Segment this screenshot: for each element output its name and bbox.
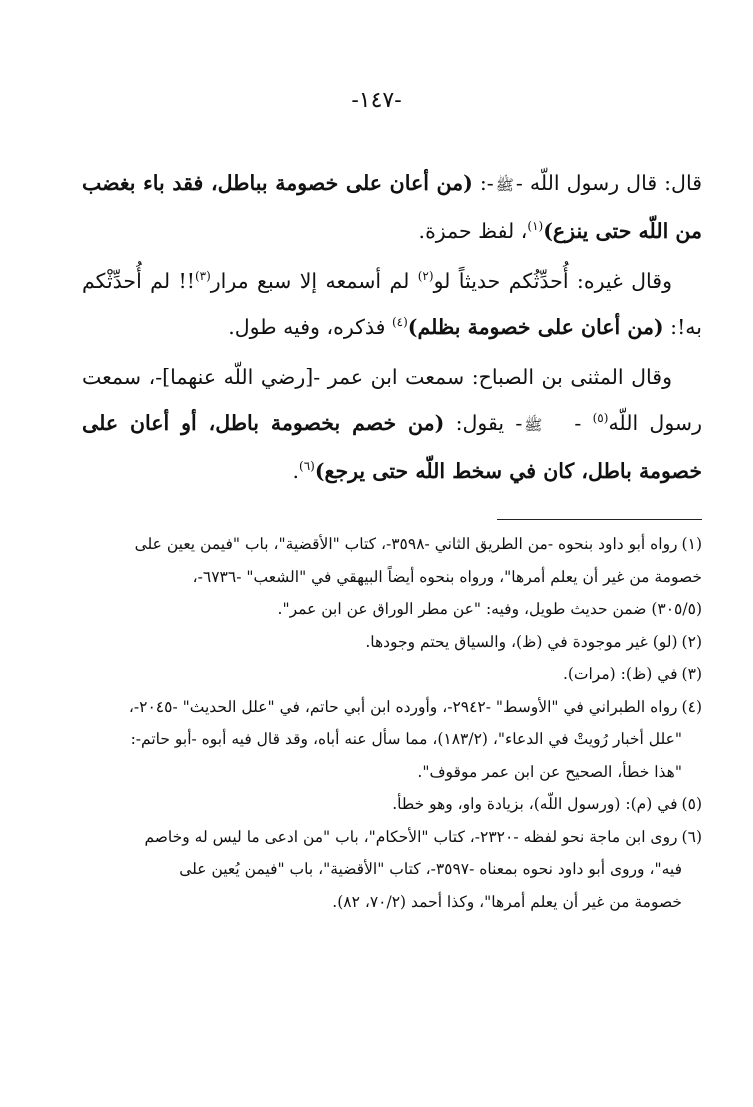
footnote-5 — [90, 788, 702, 821]
footnote-ref: (٦) — [299, 459, 315, 474]
hadith-text: (من خصم بخصومة باطل، أو أعان على خصومة باطل، كان في سخط اللّه حتى يرجع) — [82, 411, 702, 483]
footnote-ref: (١) — [527, 219, 544, 234]
text-span: وقال المثنى بن الصباح: سمعت ابن عمر -[رضي اللّه عنهما]-، سمعت رسول اللّه — [82, 365, 702, 435]
footnote-line: (لو) غير موجودة في (ظ)، والسياق يحتم وجودها. — [365, 632, 678, 651]
page-number: -١٤٧- — [351, 88, 402, 113]
text-span: لم أسمعه إلا سبع مرار — [210, 269, 418, 293]
footnote-2 — [90, 626, 702, 659]
text-span: - يقول: — [444, 411, 523, 435]
footnote-number: (٥) — [681, 795, 702, 813]
footnote-line: فيه"، وروى أبو داود نحوه بمعناه -٣٥٩٧-، كتاب "الأقضية"، باب "فيمن يُعين على — [179, 860, 682, 878]
footnote-line: خصومة من غير أن يعلم أمرها"، ورواه بنحوه أيضاً البيهقي في "الشعب" -٦٧٣٦-، — [192, 567, 702, 586]
paragraph-1 — [82, 160, 702, 254]
text-span: وقال غيره: أُحدِّثُكم حديثاً لو — [433, 269, 673, 293]
footnote-number: (٦) — [681, 827, 702, 846]
footnote-1 — [90, 528, 702, 626]
footnote-3 — [90, 658, 702, 691]
footnote-ref: (٢) — [417, 269, 434, 284]
hadith-text: (من أعان على خصومة بباطل، فقد باء بغضب من اللّه حتى ينزع) — [82, 171, 702, 243]
footnote-line: في (م): (ورسول اللّه)، بزيادة واو، وهو خطأ. — [392, 795, 678, 813]
text-span: ، لفظ حمزة. — [418, 219, 528, 243]
paragraph-3 — [82, 354, 702, 494]
footnote-line: رواه أبو داود بنحوه -من الطريق الثاني -٣٥٩٨-، كتاب "الأقضية"، باب "فيمن يعين على — [134, 535, 678, 553]
main-text — [82, 160, 702, 498]
footnote-line: "علل أخبار رُويتْ في الدعاء"، (١٨٣/٢)، مما سأل عنه أباه، وقد قال فيه أبوه -أبو حاتم-: — [130, 730, 682, 748]
footnote-number: (١) — [681, 535, 702, 553]
footnotes-section — [90, 528, 702, 918]
footnote-line: خصومة من غير أن يعلم أمرها"، وكذا أحمد (٧٠/٢، ٨٢). — [332, 892, 682, 911]
footnote-line: رواه الطبراني في "الأوسط" -٢٩٤٢-، وأورده ابن أبي حاتم، في "علل الحديث" -٢٠٤٥-، — [128, 697, 678, 716]
paragraph-2 — [82, 258, 702, 350]
footnote-ref: (٤) — [391, 315, 408, 330]
footnote-ref: (٥) — [592, 411, 609, 426]
text-span: فذكره، وفيه طول. — [228, 315, 392, 339]
footnote-ref: (٣) — [194, 269, 211, 284]
salutation-glyph: ﷺ — [524, 416, 543, 434]
footnote-line: (٣٠٥/٥) ضمن حديث طويل، وفيه: "عن مطر الوراق عن ابن عمر". — [277, 600, 702, 618]
footnote-6 — [90, 821, 702, 919]
footnote-line: روى ابن ماجة نحو لفظه -٢٣٢٠-، كتاب "الأحكام"، باب "من ادعى ما ليس له وخاصم — [144, 827, 678, 846]
text-span: قال: قال رسول اللّه - — [515, 171, 702, 195]
footnote-line: "هذا خطأ، الصحيح عن ابن عمر موقوف". — [417, 762, 682, 781]
footnote-number: (٢) — [681, 632, 702, 651]
footnote-number: (٤) — [681, 697, 702, 716]
text-span: -: — [472, 171, 494, 195]
footnote-number: (٣) — [681, 665, 702, 683]
text-span: !! لم أُحدِّثْكم به!: — [82, 269, 702, 339]
footnote-line: في (ظ): (مرات). — [562, 665, 678, 683]
text-span: . — [292, 459, 299, 483]
footnote-divider — [497, 519, 702, 520]
hadith-text: (من أعان على خصومة بظلم) — [407, 315, 664, 339]
salutation-glyph: ﷺ — [495, 176, 514, 194]
footnote-4 — [90, 691, 702, 789]
text-span: - — [574, 411, 593, 435]
